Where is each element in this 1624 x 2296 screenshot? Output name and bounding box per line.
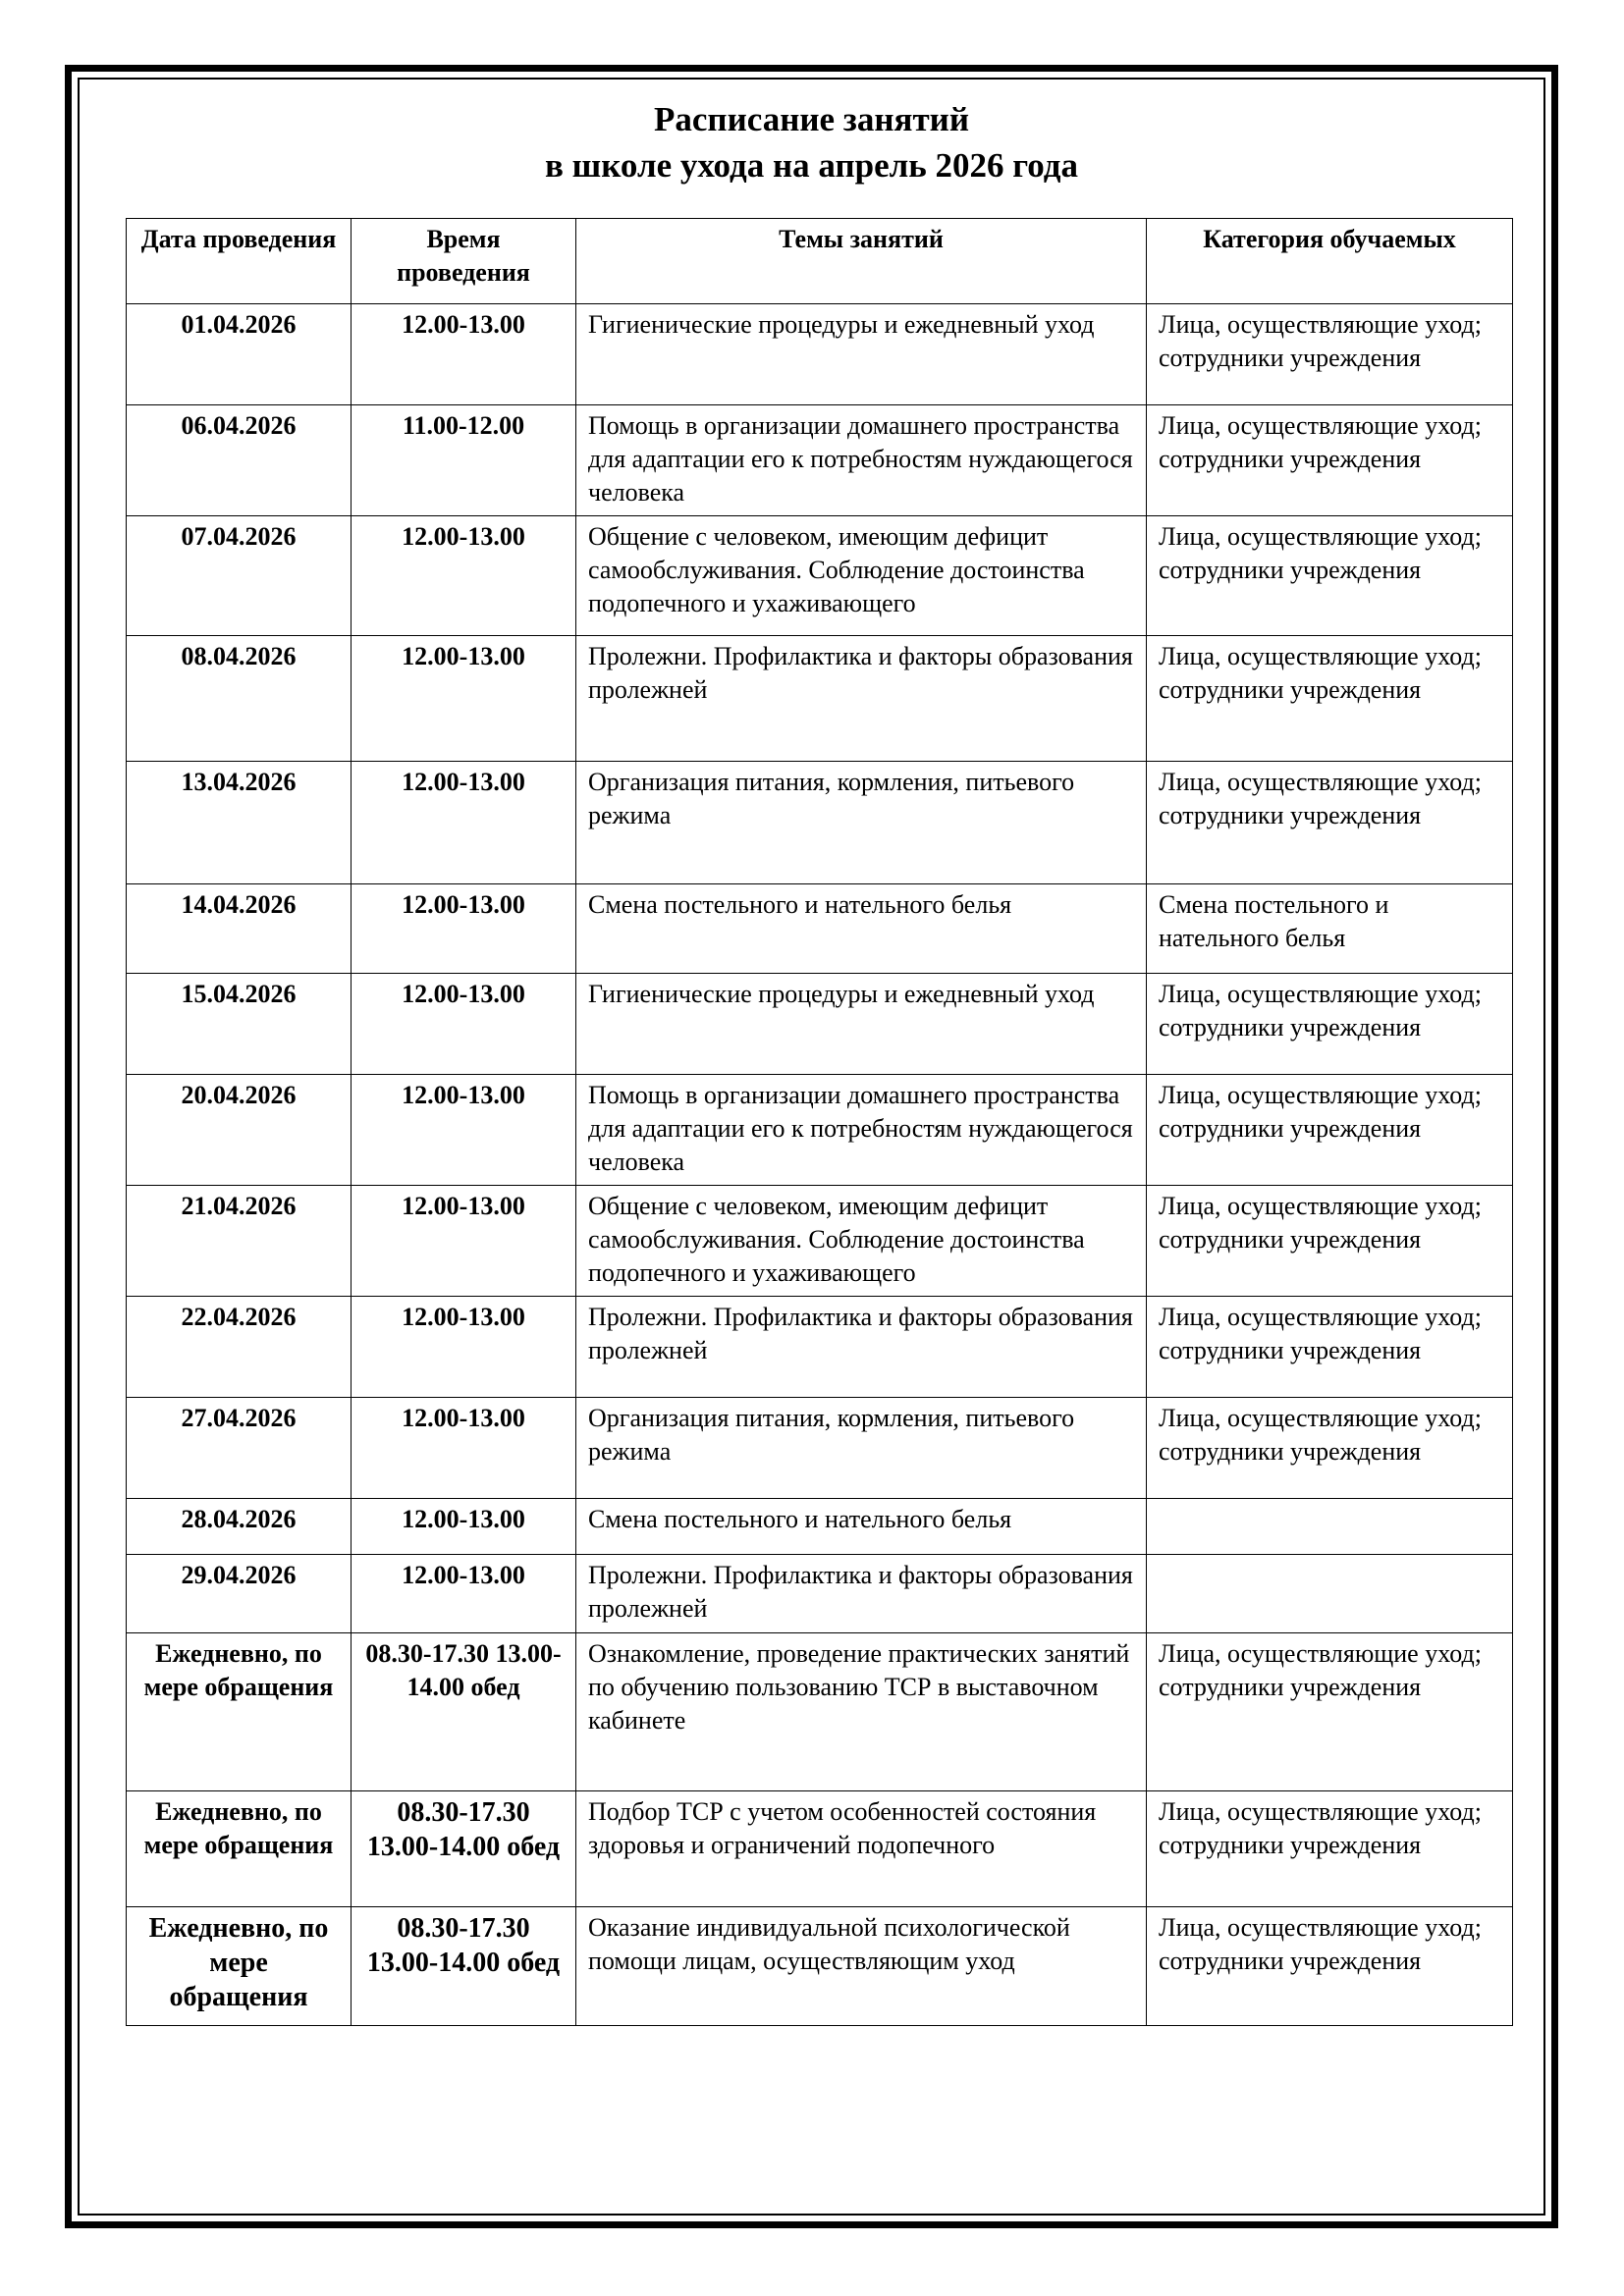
table-row [127,1633,1513,1791]
row-date: 27.04.2026 [127,1398,352,1499]
row-topic: Смена постельного и нательного белья [576,1499,1147,1555]
row-topic: Пролежни. Профилактика и факторы образования пролежней [576,636,1147,762]
row-time: 12.00-13.00 [352,1297,576,1398]
row-time: 12.00-13.00 [352,516,576,636]
row-topic: Пролежни. Профилактика и факторы образования пролежней [576,1555,1147,1633]
row-category: Лица, осуществляющие уход; сотрудники учреждения [1147,636,1513,762]
row-date: Ежедневно, по мере обращения [127,1907,352,2026]
schedule-table [126,218,1513,2026]
row-topic: Общение с человеком, имеющим дефицит самообслуживания. Соблюдение достоинства подопечного и ухаживающего [576,516,1147,636]
row-topic: Общение с человеком, имеющим дефицит самообслуживания. Соблюдение достоинства подопечного и ухаживающего [576,1186,1147,1297]
row-time: 12.00-13.00 [352,1075,576,1186]
row-category: Лица, осуществляющие уход; сотрудники учреждения [1147,516,1513,636]
table-row [127,1791,1513,1907]
row-topic: Гигиенические процедуры и ежедневный уход [576,974,1147,1075]
row-date: 13.04.2026 [127,762,352,884]
table-row [127,1075,1513,1186]
row-category: Лица, осуществляющие уход; сотрудники учреждения [1147,1398,1513,1499]
row-category: Лица, осуществляющие уход; сотрудники учреждения [1147,1186,1513,1297]
row-date: 08.04.2026 [127,636,352,762]
row-category: Лица, осуществляющие уход; сотрудники учреждения [1147,1297,1513,1398]
row-topic: Гигиенические процедуры и ежедневный уход [576,304,1147,405]
table-row [127,405,1513,516]
row-time: 12.00-13.00 [352,974,576,1075]
title-line-1: Расписание занятий [653,100,969,138]
row-topic: Помощь в организации домашнего пространства для адаптации его к потребностям нуждающегося человека [576,1075,1147,1186]
row-category: Лица, осуществляющие уход; сотрудники учреждения [1147,762,1513,884]
row-time: 12.00-13.00 [352,1555,576,1633]
table-row [127,1555,1513,1633]
document-title [78,96,1545,188]
header-category: Категория обучаемых [1147,219,1513,304]
row-date: 06.04.2026 [127,405,352,516]
row-date: 29.04.2026 [127,1555,352,1633]
row-category: Лица, осуществляющие уход; сотрудники учреждения [1147,974,1513,1075]
table-row [127,1297,1513,1398]
row-topic: Организация питания, кормления, питьевого режима [576,1398,1147,1499]
table-row [127,1186,1513,1297]
row-topic: Пролежни. Профилактика и факторы образования пролежней [576,1297,1147,1398]
row-time: 12.00-13.00 [352,1398,576,1499]
row-category [1147,1555,1513,1633]
row-time: 12.00-13.00 [352,1499,576,1555]
row-topic: Организация питания, кормления, питьевого режима [576,762,1147,884]
row-date: 14.04.2026 [127,884,352,974]
header-topic: Темы занятий [576,219,1147,304]
row-topic: Ознакомление, проведение практических занятий по обучению пользованию ТСР в выставочном кабинете [576,1633,1147,1791]
row-topic: Помощь в организации домашнего пространства для адаптации его к потребностям нуждающегося человека [576,405,1147,516]
table-row [127,762,1513,884]
row-category: Лица, осуществляющие уход; сотрудники учреждения [1147,1907,1513,2026]
row-category [1147,1499,1513,1555]
table-row [127,304,1513,405]
row-date: 01.04.2026 [127,304,352,405]
row-topic: Смена постельного и нательного белья [576,884,1147,974]
row-time: 11.00-12.00 [352,405,576,516]
row-time: 12.00-13.00 [352,762,576,884]
row-category: Лица, осуществляющие уход; сотрудники учреждения [1147,1633,1513,1791]
row-time: 12.00-13.00 [352,1186,576,1297]
row-time: 08.30-17.30 13.00-14.00 обед [352,1633,576,1791]
row-date: Ежедневно, по мере обращения [127,1633,352,1791]
row-date: 20.04.2026 [127,1075,352,1186]
row-category: Лица, осуществляющие уход; сотрудники учреждения [1147,405,1513,516]
row-date: Ежедневно, по мере обращения [127,1791,352,1907]
row-time: 12.00-13.00 [352,304,576,405]
row-date: 28.04.2026 [127,1499,352,1555]
row-time: 12.00-13.00 [352,636,576,762]
row-topic: Подбор ТСР с учетом особенностей состояния здоровья и ограничений подопечного [576,1791,1147,1907]
row-category: Лица, осуществляющие уход; сотрудники учреждения [1147,304,1513,405]
header-date: Дата проведения [127,219,352,304]
row-category: Лица, осуществляющие уход; сотрудники учреждения [1147,1075,1513,1186]
table-row [127,884,1513,974]
header-time: Время проведения [352,219,576,304]
row-date: 21.04.2026 [127,1186,352,1297]
row-date: 07.04.2026 [127,516,352,636]
table-row [127,1398,1513,1499]
table-row [127,1499,1513,1555]
row-time: 08.30-17.30 13.00-14.00 обед [352,1791,576,1907]
table-row [127,1907,1513,2026]
table-row [127,636,1513,762]
row-date: 15.04.2026 [127,974,352,1075]
row-date: 22.04.2026 [127,1297,352,1398]
row-topic: Оказание индивидуальной психологической помощи лицам, осуществляющим уход [576,1907,1147,2026]
table-row [127,516,1513,636]
row-time: 12.00-13.00 [352,884,576,974]
row-category: Лица, осуществляющие уход; сотрудники учреждения [1147,1791,1513,1907]
title-line-2: в школе ухода на апрель 2026 года [545,146,1078,185]
row-time: 08.30-17.30 13.00-14.00 обед [352,1907,576,2026]
table-header-row [127,219,1513,304]
row-category: Смена постельного и нательного белья [1147,884,1513,974]
table-row [127,974,1513,1075]
